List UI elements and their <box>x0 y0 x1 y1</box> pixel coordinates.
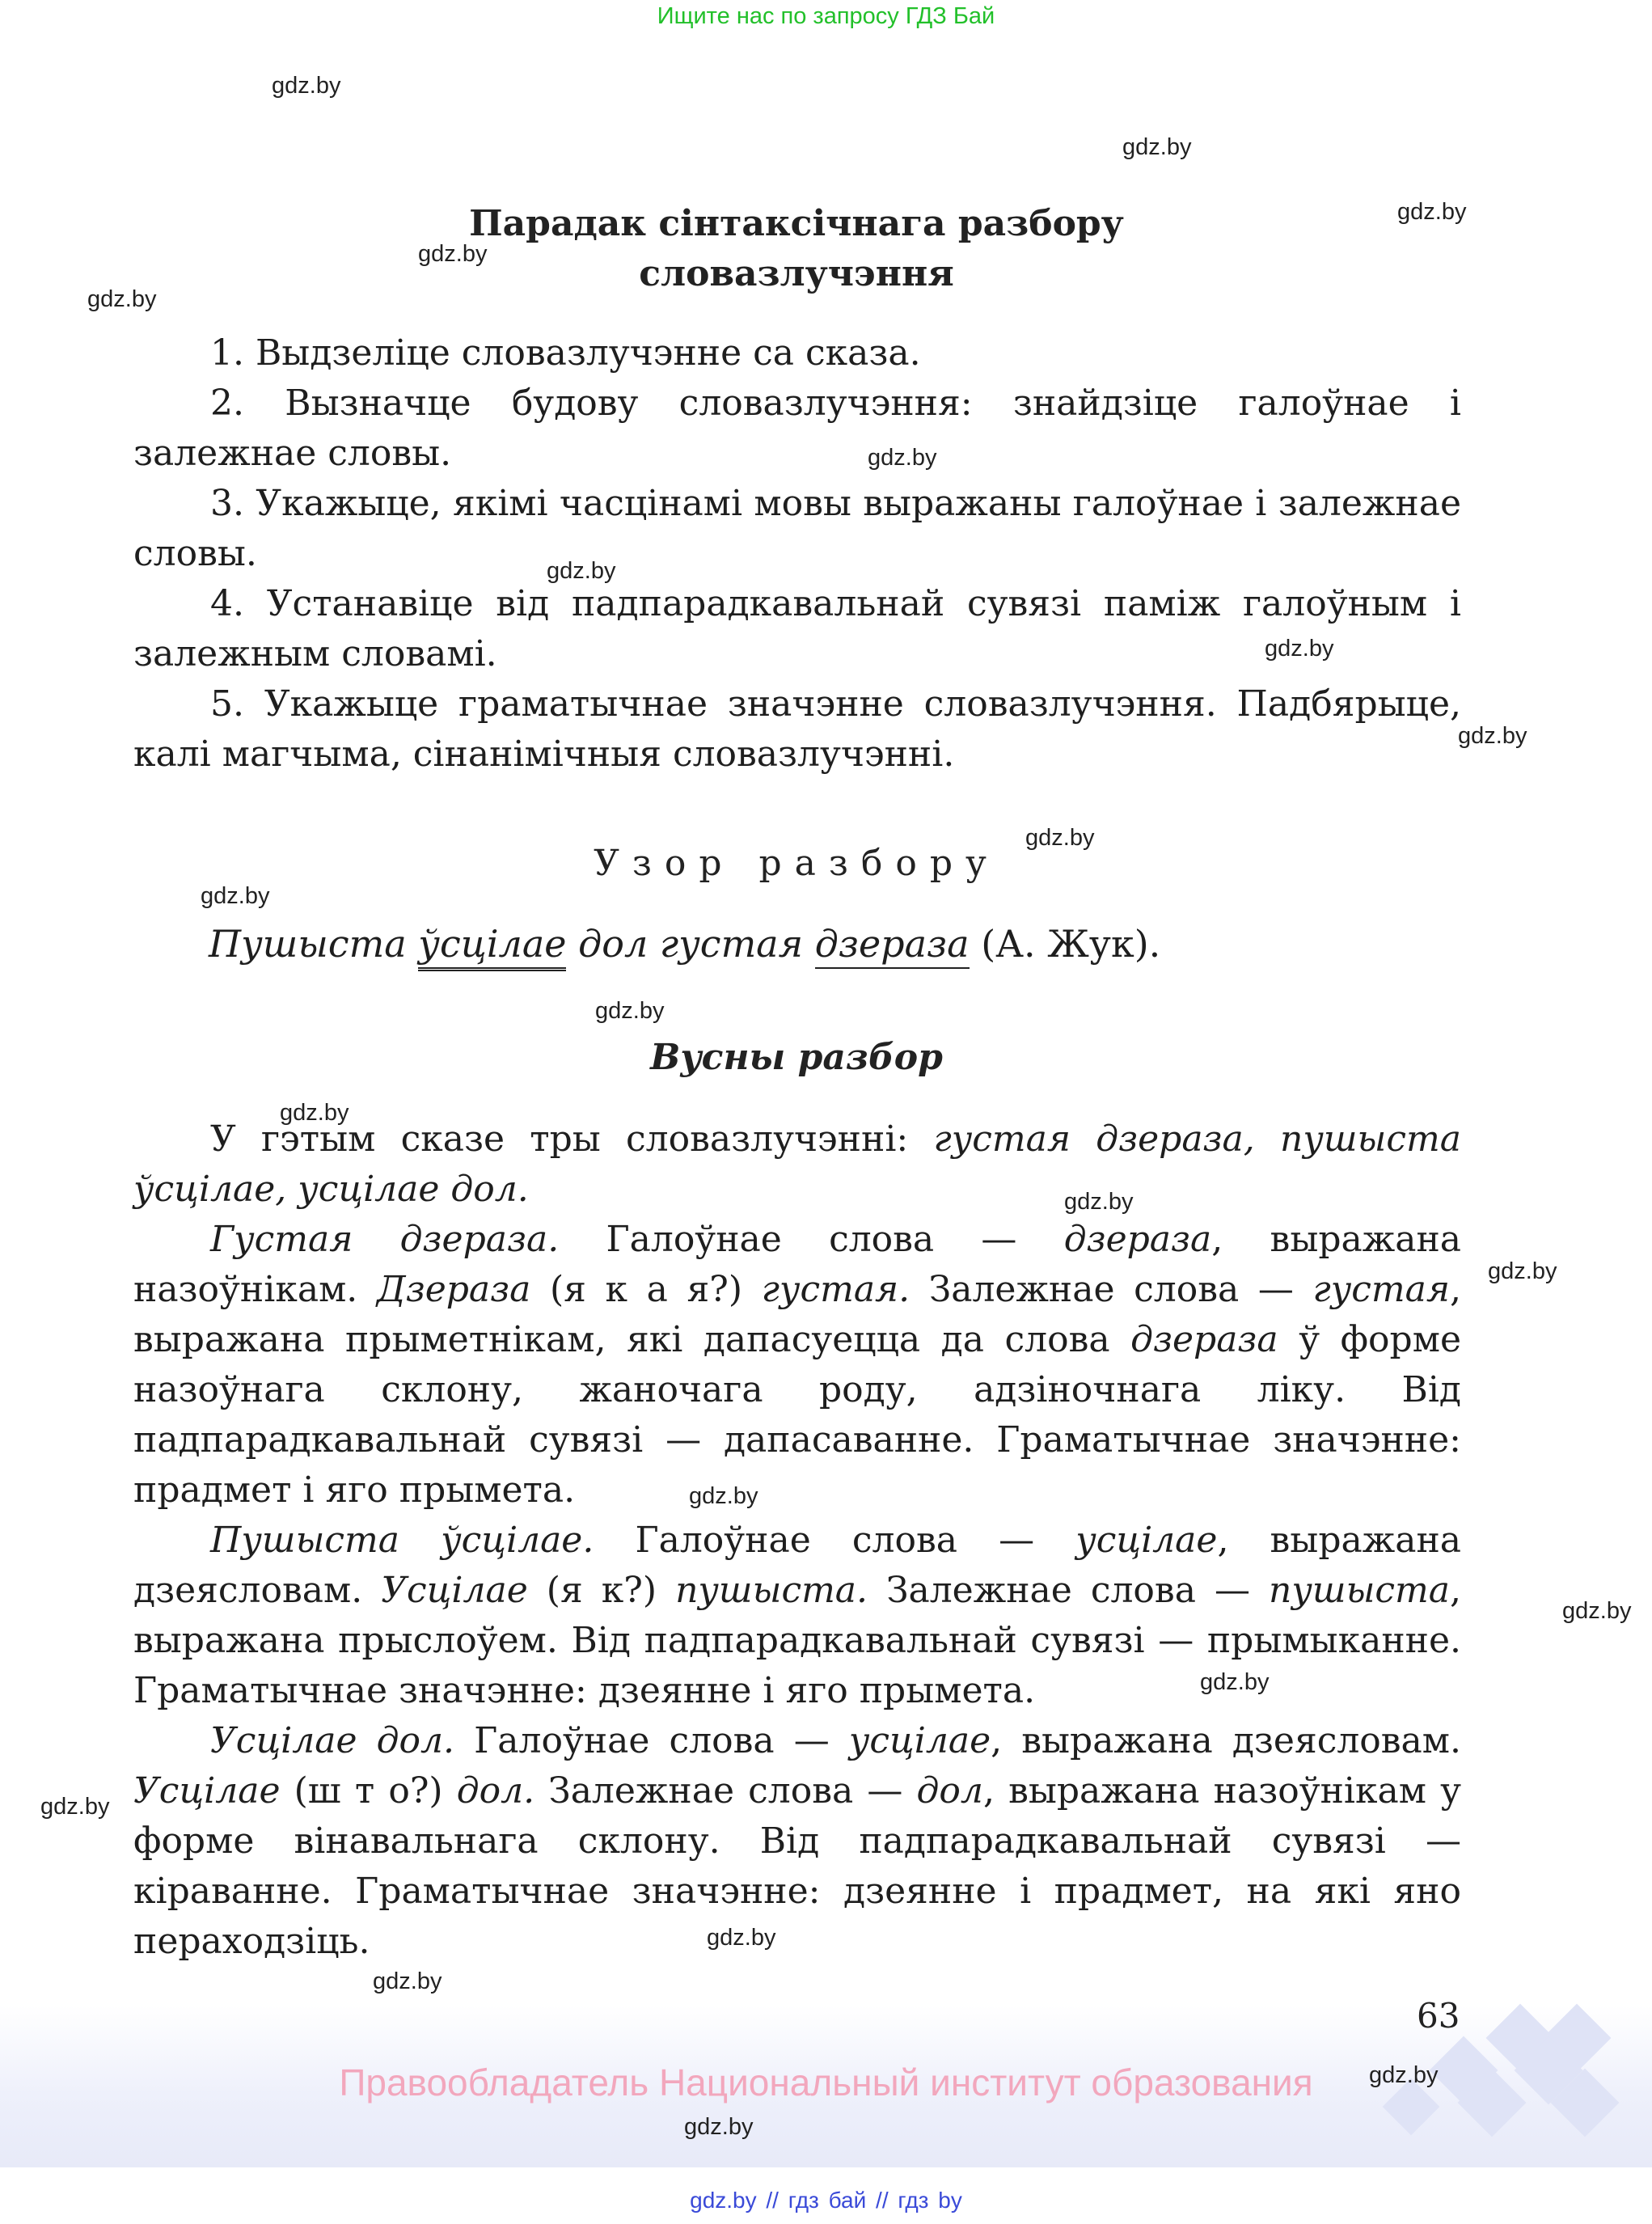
watermark: gdz.by <box>1488 1258 1557 1284</box>
example-subject: дзераза <box>815 922 970 969</box>
bottom-links[interactable]: gdz.by // гдз бай // гдз by <box>690 2188 962 2213</box>
watermark: gdz.by <box>87 286 157 312</box>
step-2: 2. Вызначце будову словазлучэння: знайдзіце галоўнае і залежнае словы. <box>133 383 1461 474</box>
page-number: 63 <box>1417 1996 1460 2036</box>
step-5: 5. Укажыце граматычнае значэнне словазлучэння. Падбярыце, калі магчыма, сінанімічныя словазлучэнні. <box>133 683 1461 775</box>
watermark: gdz.by <box>272 73 341 99</box>
example-sentence <box>209 919 1160 969</box>
watermark: gdz.by <box>1369 2062 1439 2088</box>
watermark: gdz.by <box>1265 636 1334 662</box>
watermark: gdz.by <box>689 1483 758 1509</box>
watermark: gdz.by <box>201 883 270 909</box>
oral-paragraph-2: Густая дзераза. Галоўнае слова — дзераза, выражана назоўнікам. Дзераза (я к а я?) густая. Залежнае слова — густая, выражана прыметнікам, які дапасуецца да слова дзераза ў форме назоўнага склону, жаночага роду, адзіночнага ліку. Від падпарадкавальнай сувязі — дапасаванне. Граматычнае значэнне: прадмет і яго прымета. <box>133 1219 1462 1511</box>
section-title-line2: словазлучэння <box>639 253 954 294</box>
watermark: gdz.by <box>1064 1189 1134 1215</box>
sample-heading: Узор разбору <box>594 843 999 884</box>
example-word: дол густая <box>578 922 804 966</box>
watermark: gdz.by <box>418 241 488 267</box>
step-1: 1. Выдзеліце словазлучэнне са сказа. <box>210 332 921 374</box>
watermark: gdz.by <box>1397 199 1467 225</box>
watermark: gdz.by <box>40 1794 110 1820</box>
oral-heading: Вусны разбор <box>650 1037 943 1078</box>
search-hint[interactable]: Ищите нас по запросу ГДЗ Бай <box>657 3 995 29</box>
watermark: gdz.by <box>1458 723 1527 749</box>
watermark: gdz.by <box>547 558 616 584</box>
watermark: gdz.by <box>1025 825 1095 851</box>
example-word: Пушыста <box>209 922 407 966</box>
watermark: gdz.by <box>595 998 665 1024</box>
watermark: gdz.by <box>1200 1669 1270 1695</box>
watermark: gdz.by <box>868 445 937 471</box>
copyright-notice: Правообладатель Национальный институт образования <box>339 2061 1313 2103</box>
oral-paragraph-3: Пушыста ўсцілае. Галоўнае слова — усцілае, выражана дзеясловам. Усцілае (я к?) пушыста. Залежнае слова — пушыста, выражана прыслоўем. Від падпарадкавальнай сувязі — прымыканне. Граматычнае значэнне: дзеянне і яго прымета. <box>133 1520 1462 1711</box>
watermark: gdz.by <box>280 1100 349 1126</box>
example-predicate: ўсцілае <box>418 922 566 971</box>
watermark: gdz.by <box>684 2114 754 2140</box>
watermark: gdz.by <box>1122 134 1192 160</box>
oral-paragraph-4: Усцілае дол. Галоўнае слова — усцілае, выражана дзеясловам. Усцілае (ш т о?) дол. Залежнае слова — дол, выражана назоўнікам у форме вінавальнага склону. Від падпарадкавальнай сувязі — кіраванне. Граматычнае значэнне: дзеянне і прадмет, на які яно пераходзіць. <box>133 1720 1461 1962</box>
example-author: (А. Жук). <box>981 922 1161 966</box>
watermark: gdz.by <box>1562 1598 1632 1624</box>
step-4: 4. Устанавіце від падпарадкавальнай сувязі паміж галоўным і залежным словамі. <box>133 583 1461 674</box>
step-3: 3. Укажыце, якімі часцінамі мовы выражаны галоўнае і залежнае словы. <box>133 483 1461 574</box>
watermark: gdz.by <box>707 1925 776 1951</box>
watermark: gdz.by <box>373 1968 442 1994</box>
oral-paragraph-1: У гэтым сказе тры словазлучэнні: густая дзераза, пушыста ўсцілае, усцілае дол. <box>133 1118 1461 1210</box>
section-title-line1: Парадак сінтаксічнага разбору <box>469 203 1124 244</box>
